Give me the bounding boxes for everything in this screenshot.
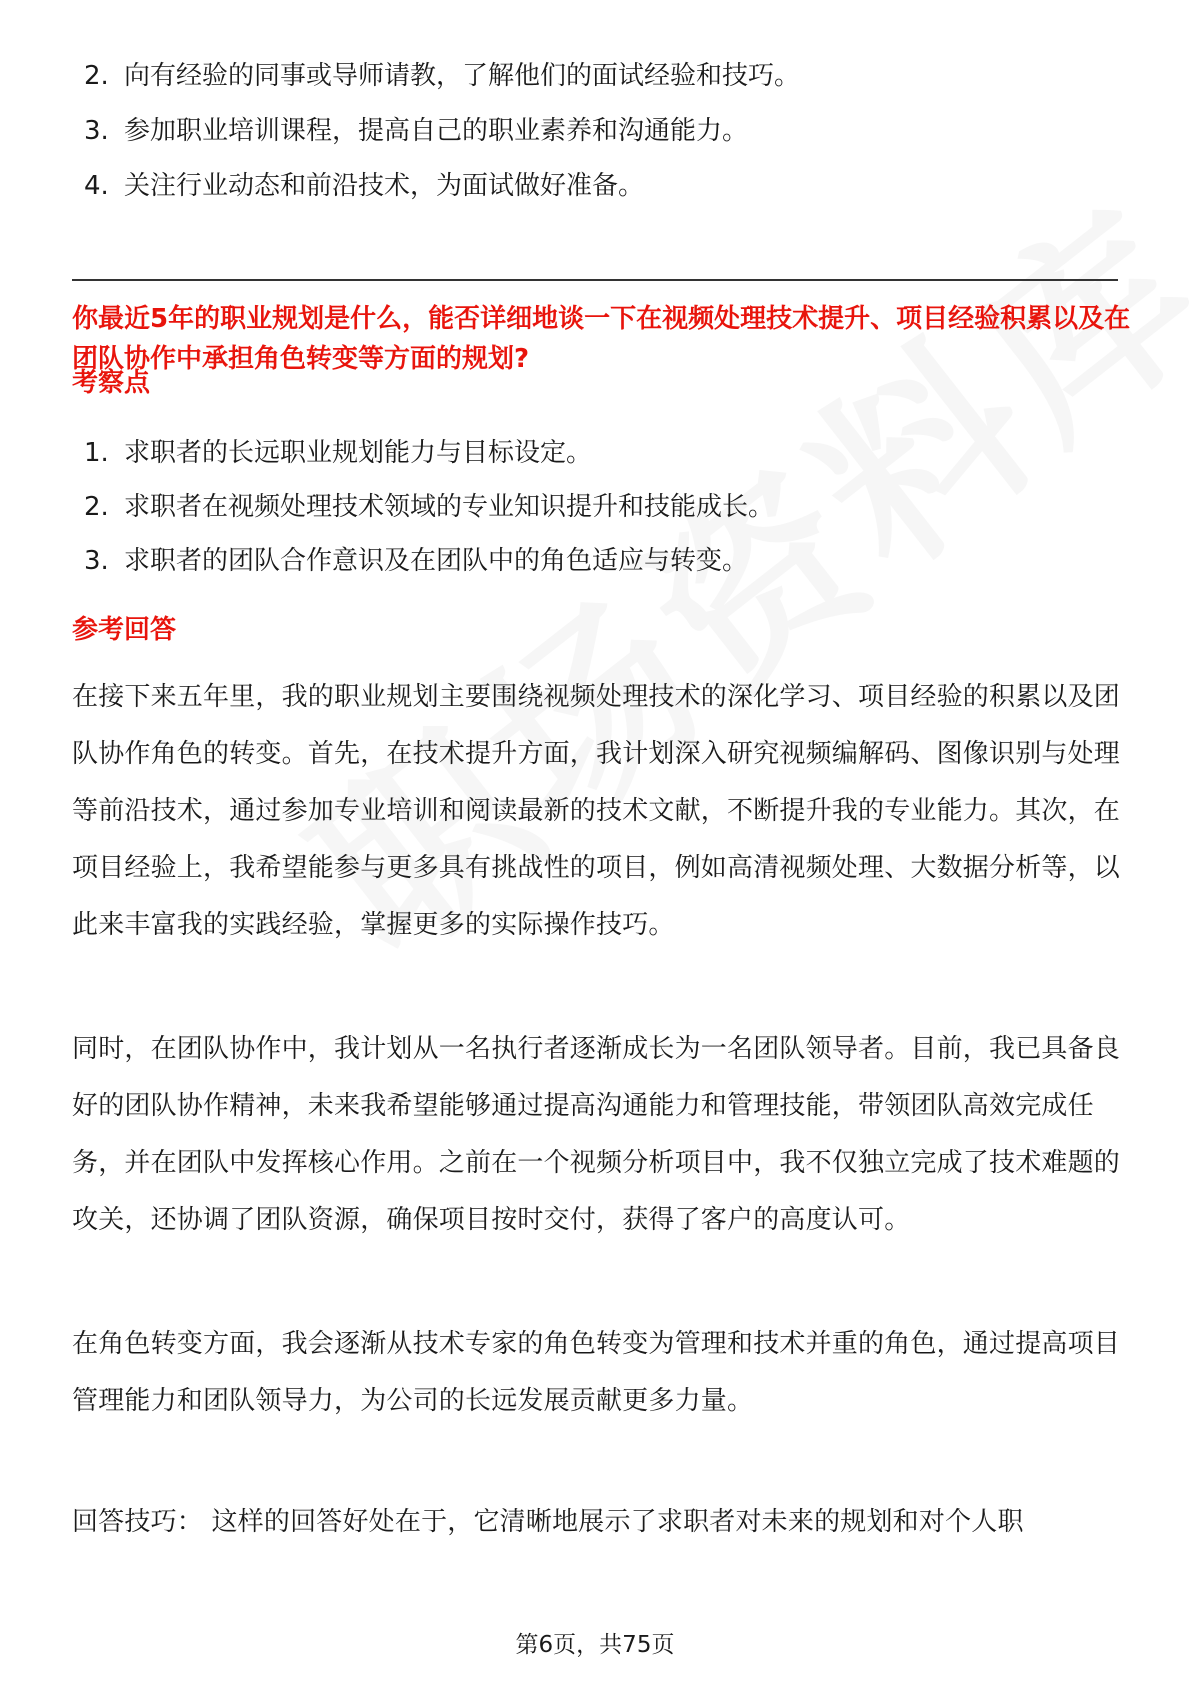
list-text: 关注行业动态和前沿技术，为面试做好准备。 (124, 171, 645, 201)
page-footer: 第6页，共75页 (515, 1632, 675, 1658)
list-text: 求职者的长远职业规划能力与目标设定。 (124, 438, 593, 468)
interview-question: 你最近5年的职业规划是什么，能否详细地谈一下在视频处理技术提升、项目经验积累以及在团队协作中承担角色转变等方面的规划? (72, 304, 1131, 374)
list-text: 求职者的团队合作意识及在团队中的角色适应与转变。 (124, 546, 749, 576)
list-item (84, 113, 748, 149)
list-text: 求职者在视频处理技术领域的专业知识提升和技能成长。 (124, 492, 775, 522)
answer-paragraph: 在接下来五年里，我的职业规划主要围绕视频处理技术的深化学习、项目经验的积累以及团队协作角色的转变。首先，在技术提升方面，我计划深入研究视频编解码、图像识别与处理等前沿技术，通过参加专业培训和阅读最新的技术文献，不断提升我的专业能力。其次，在项目经验上，我希望能参与更多具有挑战性的项目，例如高清视频处理、大数据分析等，以此来丰富我的实践经验，掌握更多的实际操作技巧。 (72, 682, 1121, 940)
list-number: 4. (84, 171, 109, 201)
list-item (84, 168, 644, 204)
list-item (84, 58, 800, 94)
answer-paragraph: 在角色转变方面，我会逐渐从技术专家的角色转变为管理和技术并重的角色，通过提高项目管理能力和团队领导力，为公司的长远发展贡献更多力量。 (72, 1329, 1121, 1416)
list-number: 3. (84, 116, 109, 146)
section-divider (72, 279, 1118, 281)
list-number: 3. (84, 546, 109, 576)
list-number: 2. (84, 492, 109, 522)
list-item (84, 489, 774, 525)
answer-heading: 参考回答 (72, 615, 177, 645)
list-number: 1. (84, 438, 109, 468)
list-item (84, 435, 592, 471)
answer-tips: 回答技巧： 这样的回答好处在于，它清晰地展示了求职者对未来的规划和对个人职 (72, 1507, 1024, 1537)
list-item (84, 543, 748, 579)
list-number: 2. (84, 61, 109, 91)
focus-heading: 考察点 (72, 368, 151, 398)
answer-paragraph: 同时，在团队协作中，我计划从一名执行者逐渐成长为一名团队领导者。目前，我已具备良好的团队协作精神，未来我希望能够通过提高沟通能力和管理技能，带领团队高效完成任务，并在团队中发挥核心作用。之前在一个视频分析项目中，我不仅独立完成了技术难题的攻关，还协调了团队资源，确保项目按时交付，获得了客户的高度认可。 (72, 1034, 1121, 1235)
list-text: 参加职业培训课程，提高自己的职业素养和沟通能力。 (124, 116, 749, 146)
list-text: 向有经验的同事或导师请教，了解他们的面试经验和技巧。 (124, 61, 801, 91)
